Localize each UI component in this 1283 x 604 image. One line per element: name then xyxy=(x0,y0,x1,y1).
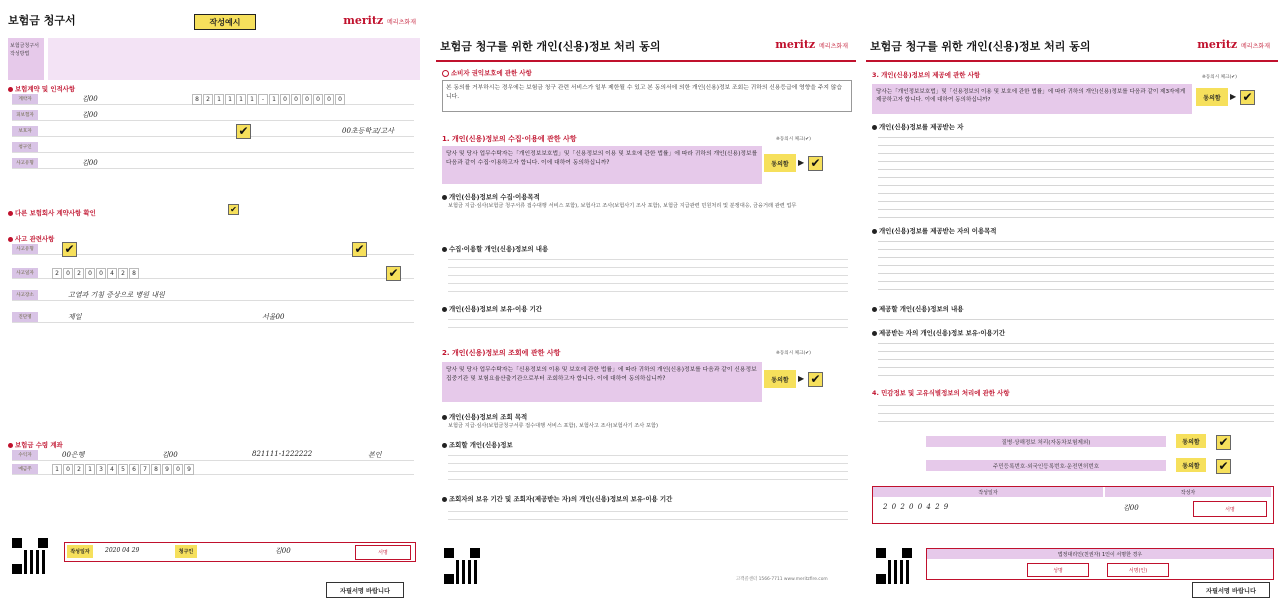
footer-text: 고객콜센터 1566-7711 www.meritzfire.com xyxy=(736,577,828,582)
brand-logo: meritz 메리츠화재 xyxy=(343,14,416,27)
table-row: 사고장소 고열과 기침 증상으로 병원 내원 xyxy=(12,290,414,301)
agree-label: 동의함 xyxy=(764,154,796,172)
agree-checkbox[interactable]: ✔ xyxy=(1216,435,1231,450)
account-digits: 1 0 2 1 3 4 5 6 7 8 9 0 9 xyxy=(52,464,194,475)
table-row: 사고일자 2 0 2 0 0 4 2 8 ✔ xyxy=(12,268,414,279)
consent-text: 당사 및 당사 업무수탁자는「개인정보보호법」및「신용정보의 이용 및 보호에 관한 법률」에 따라 귀하의 개인(신용)정보를 다음과 같이 수집·이용하고자 합니다. 이에 대하여 동의하십니까? xyxy=(446,151,758,166)
page-title: 보험금 청구를 위한 개인(신용)정보 처리 동의 xyxy=(440,40,661,53)
table-row: 청구인 xyxy=(12,142,414,153)
checkbox[interactable]: ✔ xyxy=(236,124,251,139)
divider xyxy=(436,60,856,62)
brand-logo: meritz 메리츠화재 xyxy=(775,38,848,51)
table-row: 예금주 1 0 2 1 3 4 5 6 7 8 9 0 9 xyxy=(12,464,414,475)
payment-table xyxy=(8,450,418,494)
item-heading: 개인(신용)정보의 조회 목적 xyxy=(442,412,527,421)
consent-page-2 xyxy=(866,8,1278,598)
divider xyxy=(866,60,1278,62)
example-badge: 작성예시 xyxy=(194,14,256,30)
item-heading: 수집·이용할 개인(신용)정보의 내용 xyxy=(442,244,548,253)
handwriting-note: 자필서명 바랍니다 xyxy=(326,582,404,598)
item-heading: 개인(신용)정보의 보유·이용 기간 xyxy=(442,304,542,313)
item-text-block xyxy=(878,314,1274,324)
handwriting-note: 자필서명 바랍니다 xyxy=(1192,582,1270,598)
accident-table xyxy=(8,244,418,394)
brand-logo: meritz 메리츠화재 xyxy=(1197,38,1270,51)
left-tag-text: 보험금청구서 작성방법 xyxy=(10,43,39,57)
consent-text: 당사 및 당사 업무수탁자는「신용정보의 이용 및 보호에 관한 법률」에 따라 귀하의 개인(신용)정보를 다음과 같이 신용정보집중기관 및 보험요율산출기관으로부터 조회하고자 합니다. 이에 대하여 동의하십니까? xyxy=(446,367,757,382)
checkbox[interactable]: ✔ xyxy=(62,242,77,257)
section-heading: 3. 개인(신용)정보의 제공에 관한 사항 xyxy=(872,71,981,79)
arrow-icon: ▶ xyxy=(798,374,805,383)
item-text-block xyxy=(448,314,848,332)
signature-table: 작성일자 작성자 2 0 2 0 0 4 2 9 김00 서명 xyxy=(872,486,1274,524)
item-text-block xyxy=(878,132,1274,218)
item-text-block xyxy=(448,506,848,524)
guardian-table: 법정대리인(친권자) 1인이 서명한 경우 성명 서명(인) xyxy=(926,548,1274,580)
item-heading: 조회할 개인(신용)정보 xyxy=(442,440,513,449)
signature-field[interactable]: 서명 xyxy=(355,545,411,560)
item-text-block xyxy=(878,338,1274,382)
item-text: 보험금 지급·심사(보험금청구서류 접수대행 서비스 포함), 보험사고 조사(보험사기 조사 포함) xyxy=(448,423,658,429)
item-text-block xyxy=(878,400,1274,424)
agree-checkbox[interactable]: ✔ xyxy=(1216,459,1231,474)
required-note: ※동의시 체크(✔) xyxy=(776,137,811,142)
arrow-icon: ▶ xyxy=(1230,92,1237,101)
agree-checkbox[interactable]: ✔ xyxy=(1240,90,1255,105)
accident-date-digits: 2 0 2 0 0 4 2 8 xyxy=(52,268,139,279)
section-heading: 2. 개인(신용)정보의 조회에 관한 사항 xyxy=(442,349,561,357)
section-other-insurance: 다른 보험회사 계약사항 확인 xyxy=(8,208,96,217)
item-heading: 제공받는 자의 개인(신용)정보 보유·이용기간 xyxy=(872,328,1005,337)
item-text-block xyxy=(448,254,848,294)
table-row: 진단명 제일 서울00 xyxy=(12,312,414,323)
item-text-block xyxy=(878,236,1274,296)
qr-code xyxy=(12,538,48,574)
section-accident: 사고 관련사항 xyxy=(8,234,54,243)
item-heading: 제공할 개인(신용)정보의 내용 xyxy=(872,304,963,313)
item-heading: 조회자의 보유 기간 및 조회자(제공받는 자)의 개인(신용)정보의 보유·이용 기간 xyxy=(442,494,672,503)
checkbox[interactable]: ✔ xyxy=(386,266,401,281)
checkbox[interactable]: ✔ xyxy=(228,204,239,215)
item-text: 보험금 지급·심사(보험금 청구서류 접수대행 서비스 포함), 보험사고 조사(보험사기 조사 포함), 보험금 지급관련 민원처리 및 분쟁대응, 금융거래 관련 업무 xyxy=(448,203,797,209)
section-heading: 4. 민감정보 및 고유식별정보의 처리에 관한 사항 xyxy=(872,389,1010,397)
table-row: 피보험자 김00 xyxy=(12,110,414,121)
item-text-block xyxy=(448,450,848,484)
required-note: ※동의시 체크(✔) xyxy=(776,351,811,356)
agree-checkbox[interactable]: ✔ xyxy=(808,372,823,387)
section-insured: 보험계약 및 인적사항 xyxy=(8,84,75,93)
checkbox[interactable]: ✔ xyxy=(352,242,367,257)
signature-field[interactable]: 서명 xyxy=(1193,501,1267,517)
consent-page-1 xyxy=(436,8,856,598)
page-title: 보험금 청구를 위한 개인(신용)정보 처리 동의 xyxy=(870,40,1091,53)
guardian-name-field[interactable]: 성명 xyxy=(1027,563,1089,577)
table-row: 사고유형 ✔ ✔ xyxy=(12,244,414,255)
claim-form-page xyxy=(4,8,424,598)
agree-label: 동의함 xyxy=(1176,434,1206,448)
item-heading: 개인(신용)정보를 제공받는 자의 이용목적 xyxy=(872,226,996,235)
qr-code xyxy=(876,548,912,584)
table-row: 수익자 00은행 김00 821111-1222222 본인 xyxy=(12,450,414,461)
agree-label: 동의함 xyxy=(764,370,796,388)
intro-text: 본 동의를 거부하시는 경우에는 보험금 청구 관련 서비스가 일부 제한될 수 있고 본 동의서에 의한 개인(신용)정보 조회는 귀하의 신용등급에 영향을 주지 않습니다. xyxy=(446,85,843,100)
header-info-box xyxy=(48,38,420,80)
table-row: 계약자 김00 8 2 1 1 1 1 - 1 0 0 0 0 0 0 xyxy=(12,94,414,105)
section-payment: 보험금 수령 계좌 xyxy=(8,440,63,449)
required-note: ※동의시 체크(✔) xyxy=(1202,75,1237,80)
agree-checkbox[interactable]: ✔ xyxy=(808,156,823,171)
consent-text: 당사는「개인정보보호법」및「신용정보의 이용 및 보호에 관한 법률」에 따라 귀하의 개인(신용)정보를 다음과 같이 제3자에게 제공하고자 합니다. 이에 대하여 동의하십니까? xyxy=(876,89,1186,103)
agree-label: 동의함 xyxy=(1176,458,1206,472)
guardian-sign-field[interactable]: 서명(인) xyxy=(1107,563,1169,577)
item-heading: 개인(신용)정보의 수집·이용목적 xyxy=(442,192,540,201)
rrn-digits: 8 2 1 1 1 1 - 1 0 0 0 0 0 0 xyxy=(192,94,345,105)
agree-label: 동의함 xyxy=(1196,88,1228,106)
arrow-icon: ▶ xyxy=(798,158,805,167)
sensitive-info-bar: 질병·상해정보 처리(자동차보험제외) xyxy=(926,436,1166,447)
signature-row: 작성일자 2020 04 29 청구인 김00 서명 xyxy=(64,542,416,562)
page-title: 보험금 청구서 xyxy=(8,14,76,27)
section-heading: 1. 개인(신용)정보의 수집·이용에 관한 사항 xyxy=(442,135,577,143)
item-heading: 개인(신용)정보를 제공받는 자 xyxy=(872,122,963,131)
table-row: 사고유형 김00 xyxy=(12,158,414,169)
insured-table xyxy=(8,94,418,204)
section-heading: 소비자 권익보호에 관한 사항 xyxy=(442,68,532,77)
qr-code xyxy=(444,548,480,584)
table-row: 보호자 ✔ 00초등학교/고사 xyxy=(12,126,414,137)
unique-id-bar: 주민등록번호·외국인등록번호·운전면허번호 xyxy=(926,460,1166,471)
